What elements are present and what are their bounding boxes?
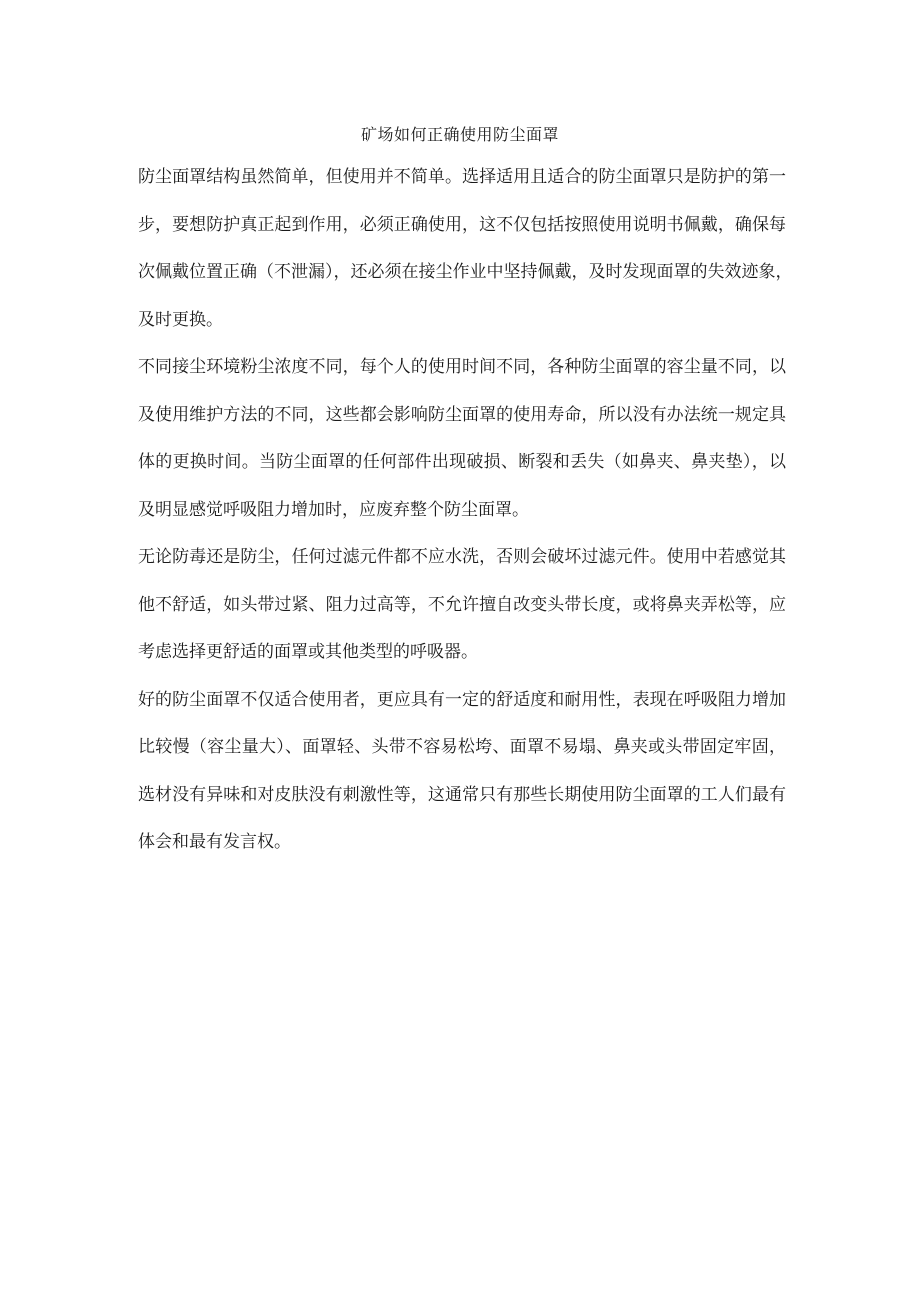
paragraph-line: 不同接尘环境粉尘浓度不同，每个人的使用时间不同，各种防尘面罩的容尘量不同，以 bbox=[138, 357, 786, 377]
paragraph-line: 及时更换。 bbox=[138, 309, 223, 330]
paragraph-line: 步，要想防护真正起到作用，必须正确使用，这不仅包括按照使用说明书佩戴，确保每 bbox=[138, 214, 786, 235]
document-title: 矿场如何正确使用防尘面罩 bbox=[360, 125, 559, 144]
paragraph-line: 及使用维护方法的不同，这些都会影响防尘面罩的使用寿命，所以没有办法统一规定具 bbox=[138, 404, 786, 425]
paragraph-line: 比较慢（容尘量大）、面罩轻、头带不容易松垮、面罩不易塌、鼻夹或头带固定牢固， bbox=[138, 737, 786, 757]
paragraph-line: 选材没有异味和对皮肤没有刺激性等，这通常只有那些长期使用防尘面罩的工人们最有 bbox=[138, 784, 786, 805]
document-body bbox=[138, 166, 793, 879]
paragraph-4 bbox=[138, 689, 786, 854]
paragraph-line: 考虑选择更舒适的面罩或其他类型的呼吸器。 bbox=[138, 642, 478, 662]
paragraph-line: 次佩戴位置正确（不泄漏），还必须在接尘作业中坚持佩戴，及时发现面罩的失效迹象， bbox=[138, 262, 793, 282]
paragraph-3 bbox=[138, 546, 786, 663]
paragraph-1 bbox=[138, 166, 793, 331]
paragraph-line: 他不舒适，如头带过紧、阻力过高等，不允许擅自改变头带长度，或将鼻夹弄松等，应 bbox=[138, 594, 786, 615]
paragraph-line: 防尘面罩结构虽然简单，但使用并不简单。选择适用且适合的防尘面罩只是防护的第一 bbox=[138, 167, 786, 187]
paragraph-line: 好的防尘面罩不仅适合使用者，更应具有一定的舒适度和耐用性，表现在呼吸阻力增加 bbox=[138, 689, 786, 710]
paragraph-2 bbox=[138, 356, 786, 521]
paragraph-line: 及明显感觉呼吸阻力增加时，应废弃整个防尘面罩。 bbox=[138, 499, 529, 520]
paragraph-line: 无论防毒还是防尘，任何过滤元件都不应水洗，否则会破坏过滤元件。使用中若感觉其 bbox=[138, 547, 786, 567]
paragraph-line: 体的更换时间。当防尘面罩的任何部件出现破损、断裂和丢失（如鼻夹、鼻夹垫），以 bbox=[138, 452, 786, 472]
paragraph-line: 体会和最有发言权。 bbox=[138, 832, 291, 852]
